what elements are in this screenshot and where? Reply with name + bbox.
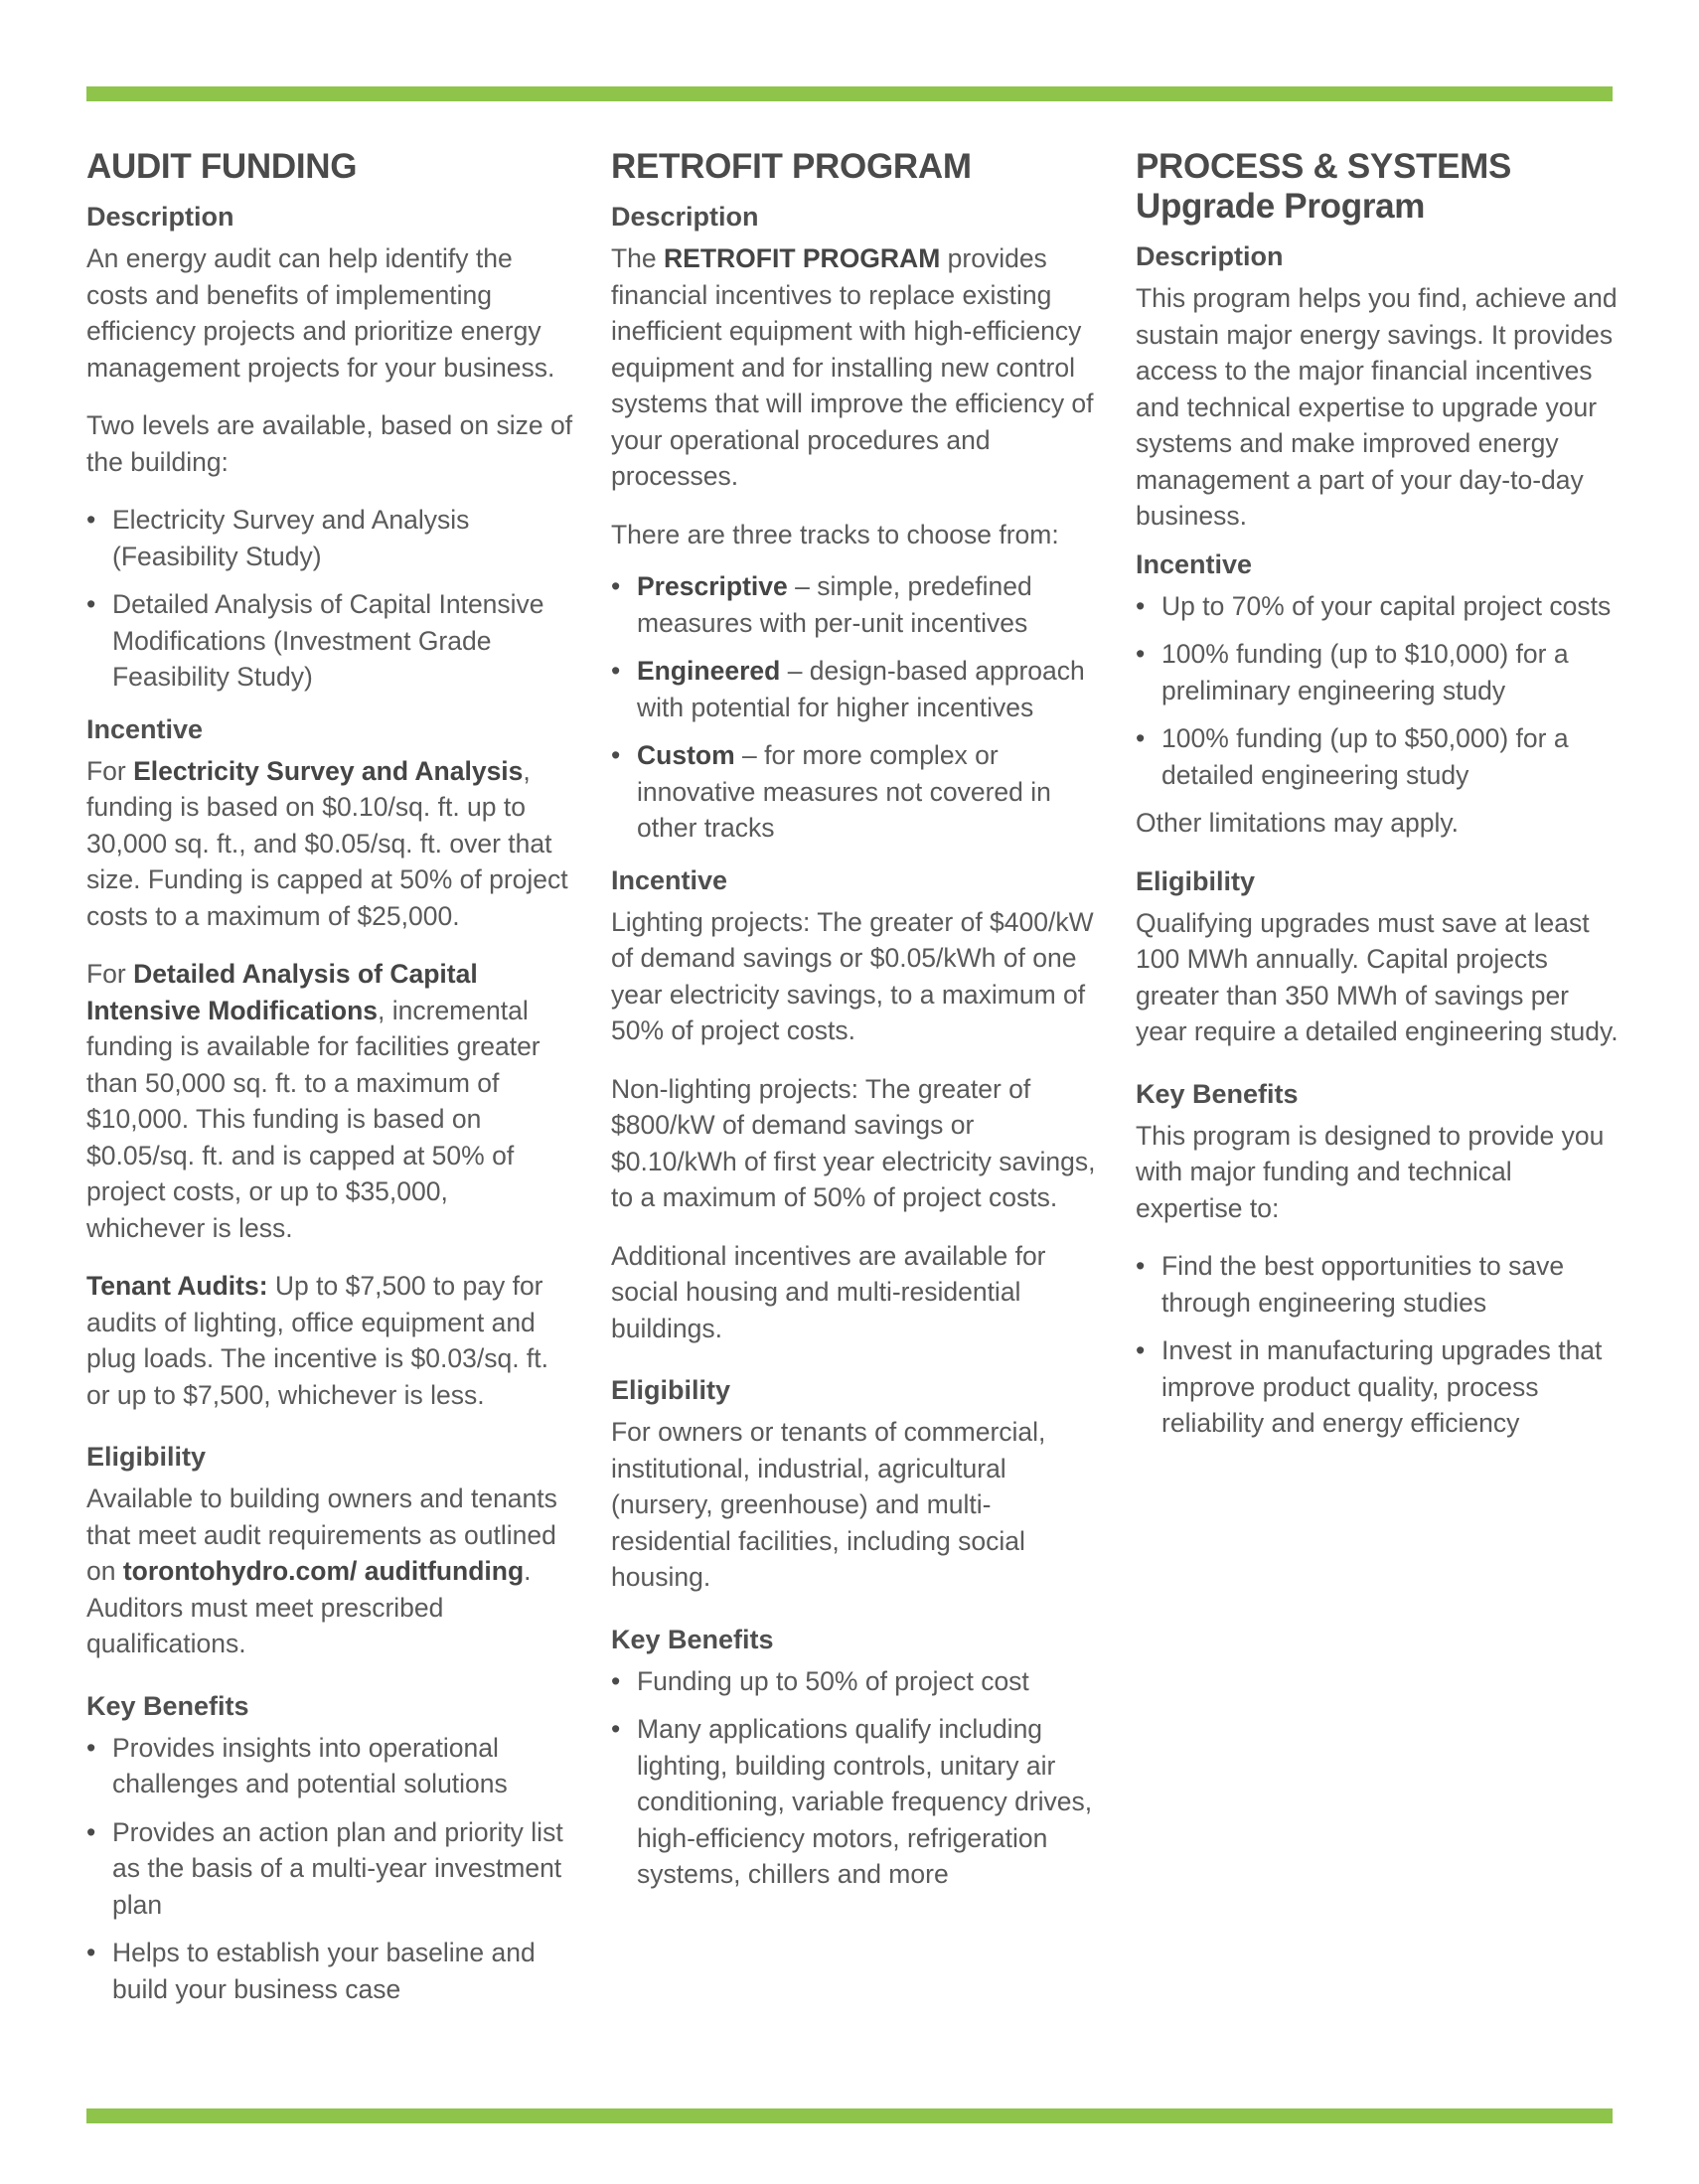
- process-eligibility-heading: Eligibility: [1136, 865, 1256, 896]
- audit-funding-column: [86, 147, 573, 2007]
- process-benefits-list: [1136, 1248, 1622, 1442]
- process-eligibility: Qualifying upgrades must save at least 100 MWh annually. Capital projects greater than 350 MWh of savings per year require a detailed engineering study.: [1136, 907, 1619, 1046]
- retrofit-eligibility: For owners or tenants of commercial, institutional, industrial, agricultural (nursery, greenhouse) and multi-residential facilities, including social housing.: [611, 1417, 1046, 1592]
- process-incentive-heading: Incentive: [1136, 548, 1253, 579]
- list-item: • Provides an action plan and priority list as the basis of a multi-year investment plan: [86, 1814, 573, 1924]
- retrofit-description-heading: Description: [611, 202, 759, 232]
- audit-eligibility: Available to building owners and tenants that meet audit requirements as outlined on torontohydro.com/ auditfunding. Auditors must meet prescribed qualifications.: [86, 1483, 557, 1658]
- top-accent-rule: [86, 86, 1613, 101]
- retrofit-incentive-lighting: Lighting projects: The greater of $400/kW of demand savings or $0.05/kWh of one year electricity savings, to a maximum of 50% of project costs.: [611, 906, 1094, 1045]
- list-item: • Electricity Survey and Analysis (Feasibility Study): [86, 502, 573, 574]
- list-item: • Up to 70% of your capital project costs: [1136, 588, 1622, 625]
- list-item: • Detailed Analysis of Capital Intensive Modifications (Investment Grade Feasibility Study): [86, 586, 573, 696]
- process-limitations: Other limitations may apply.: [1136, 808, 1459, 838]
- audit-levels-intro: Two levels are available, based on size of the building:: [86, 410, 573, 477]
- list-item: • Invest in manufacturing upgrades that improve product quality, process reliability and energy efficiency: [1136, 1332, 1622, 1442]
- audit-description: An energy audit can help identify the costs and benefits of implementing efficiency projects and prioritize energy management projects for your business.: [86, 243, 555, 383]
- list-item: • 100% funding (up to $10,000) for a preliminary engineering study: [1136, 636, 1622, 708]
- retrofit-title: RETROFIT PROGRAM: [611, 147, 972, 186]
- retrofit-incentive-heading: Incentive: [611, 864, 728, 895]
- process-benefits-heading: Key Benefits: [1136, 1078, 1299, 1109]
- audit-description-heading: Description: [86, 202, 234, 232]
- list-item: • Many applications qualify including lighting, building controls, unitary air conditioning, variable frequency drives, high-efficiency motors, refrigeration systems, chillers and more: [611, 1711, 1098, 1893]
- retrofit-eligibility-heading: Eligibility: [611, 1375, 731, 1405]
- audit-funding-title: AUDIT FUNDING: [86, 147, 358, 186]
- audit-incentive-survey: For Electricity Survey and Analysis, funding is based on $0.10/sq. ft. up to 30,000 sq. ft., and $0.05/sq. ft. over that size. Funding is capped at 50% of project costs to a maximum of $25,000.: [86, 755, 568, 931]
- process-title: PROCESS & SYSTEMS Upgrade Program: [1136, 147, 1512, 226]
- retrofit-tracks-list: [611, 568, 1098, 847]
- audit-funding-link: torontohydro.com/ auditfunding: [122, 1556, 525, 1586]
- list-item: • Provides insights into operational challenges and potential solutions: [86, 1730, 573, 1802]
- audit-eligibility-heading: Eligibility: [86, 1442, 207, 1472]
- list-item: • Helps to establish your baseline and build your business case: [86, 1935, 573, 2007]
- bottom-accent-rule: [86, 2108, 1613, 2123]
- process-systems-column: [1136, 147, 1622, 1442]
- process-description-heading: Description: [1136, 241, 1284, 271]
- retrofit-program-column: [611, 147, 1098, 1893]
- list-item: • 100% funding (up to $50,000) for a detailed engineering study: [1136, 720, 1622, 793]
- list-item: • Prescriptive – simple, predefined measures with per-unit incentives: [611, 568, 1098, 641]
- list-item: • Find the best opportunities to save through engineering studies: [1136, 1248, 1622, 1321]
- audit-incentive-detailed: For Detailed Analysis of Capital Intensive Modifications, incremental funding is available for facilities greater than 50,000 sq. ft. to a maximum of $10,000. This funding is based on $0.05/sq. ft. and is capped at 50% of project costs, or up to $35,000, whichever is less.: [86, 959, 541, 1243]
- retrofit-tracks-intro: There are three tracks to choose from:: [611, 519, 1059, 549]
- list-item: • Engineered – design-based approach with potential for higher incentives: [611, 653, 1098, 725]
- process-incentives-list: [1136, 588, 1622, 794]
- retrofit-benefits-heading: Key Benefits: [611, 1624, 774, 1654]
- list-item: • Funding up to 50% of project cost: [611, 1663, 1098, 1700]
- list-item: • Custom – for more complex or innovative measures not covered in other tracks: [611, 737, 1098, 847]
- retrofit-benefits-list: [611, 1663, 1098, 1893]
- audit-benefits-list: [86, 1730, 573, 2008]
- audit-tenant-audits: Tenant Audits: Up to $7,500 to pay for audits of lighting, office equipment and plug loads. The incentive is $0.03/sq. ft. or up to $7,500, whichever is less.: [86, 1271, 549, 1410]
- audit-levels-list: [86, 502, 573, 696]
- process-benefits-intro: This program is designed to provide you with major funding and technical expertise to:: [1136, 1120, 1605, 1223]
- process-description: This program helps you find, achieve and sustain major energy savings. It provides access to the major financial incentives and technical expertise to upgrade your systems and make improved energy management a part of your day-to-day business.: [1136, 283, 1618, 531]
- retrofit-incentive-additional: Additional incentives are available for social housing and multi-residential buildings.: [611, 1240, 1046, 1343]
- audit-incentive-heading: Incentive: [86, 713, 204, 744]
- retrofit-incentive-nonlighting: Non-lighting projects: The greater of $800/kW of demand savings or $0.10/kWh of first year electricity savings, to a maximum of 50% of project costs.: [611, 1073, 1096, 1212]
- audit-benefits-heading: Key Benefits: [86, 1690, 249, 1721]
- retrofit-description: The RETROFIT PROGRAM provides financial incentives to replace existing inefficient equipment with high-efficiency equipment and for installing new control systems that will improve the efficiency of your operational procedures and processes.: [611, 243, 1094, 491]
